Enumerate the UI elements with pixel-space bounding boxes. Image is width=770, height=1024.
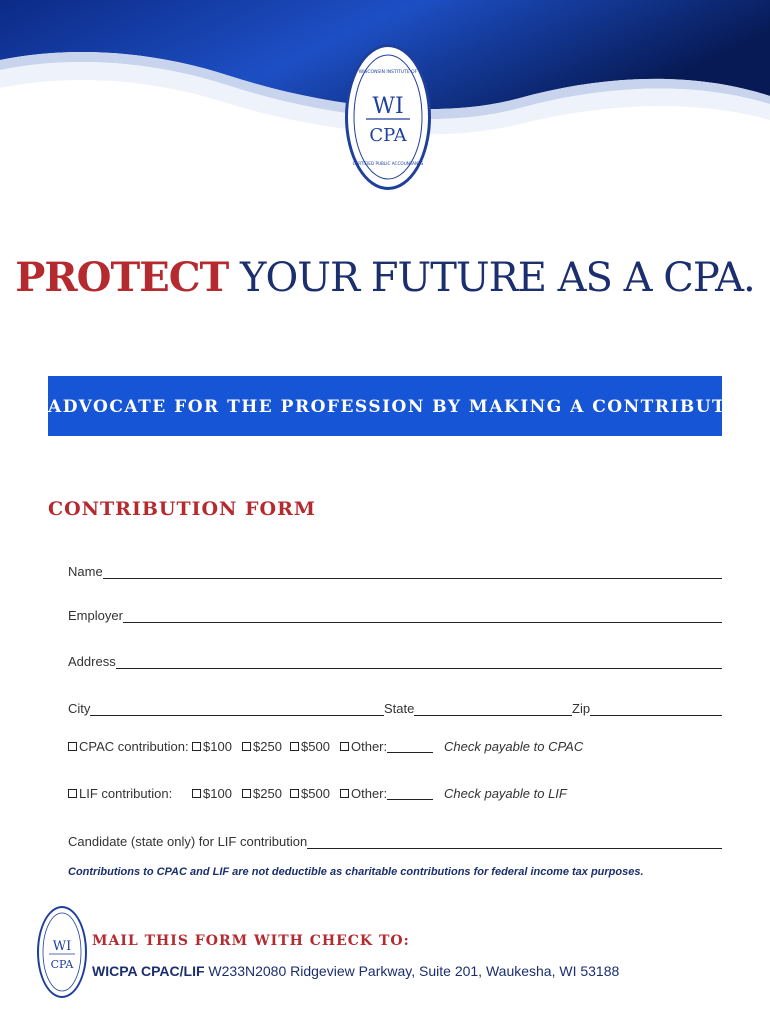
advocate-banner: ADVOCATE FOR THE PROFESSION BY MAKING A CONTRIBUTION [48,376,722,436]
headline-rest: YOUR FUTURE AS A CPA. [240,255,755,301]
name-field[interactable] [68,559,722,579]
cpac-500-label: $500 [301,739,330,754]
candidate-label: Candidate (state only) for LIF contribution [68,834,308,849]
state-field[interactable] [384,696,572,716]
svg-text:WI: WI [52,939,72,954]
cpac-checkbox[interactable] [68,742,77,751]
svg-text:CERTIFIED PUBLIC ACCOUNTANTS: CERTIFIED PUBLIC ACCOUNTANTS [352,161,424,166]
mail-street-address: W233N2080 Ridgeview Parkway, Suite 201, Waukesha, WI 53188 [208,963,620,979]
cpac-contribution-row [68,739,583,754]
cpac-100-label: $100 [203,739,232,754]
lif-250-checkbox[interactable] [242,789,251,798]
lif-checkbox[interactable] [68,789,77,798]
name-input-line[interactable] [103,564,722,579]
cpac-payable-note: Check payable to CPAC [444,739,584,754]
state-label: State [384,701,415,716]
mail-org: WICPA CPAC/LIF [92,963,205,979]
employer-label: Employer [68,608,123,623]
state-input-line[interactable] [414,701,572,716]
candidate-field[interactable] [68,829,722,849]
lif-other-input-line[interactable] [387,787,433,800]
city-input-line[interactable] [90,701,384,716]
seal-cpa-text: CPA [369,125,407,146]
page-headline [0,254,770,302]
cpac-label: CPAC contribution: [79,739,189,754]
lif-100-checkbox[interactable] [192,789,201,798]
lif-other-checkbox[interactable] [340,789,349,798]
lif-payable-note: Check payable to LIF [444,786,567,801]
name-label: Name [68,564,103,579]
address-label: Address [68,654,116,669]
mail-address [92,963,619,979]
cpac-250-checkbox[interactable] [242,742,251,751]
cpac-100-checkbox[interactable] [192,742,201,751]
cpac-other-checkbox[interactable] [340,742,349,751]
seal-wi-text: WI [372,94,404,119]
cpac-500-checkbox[interactable] [290,742,299,751]
wicpa-seal-logo [345,44,431,190]
lif-100-label: $100 [203,786,232,801]
zip-input-line[interactable] [590,701,722,716]
lif-other-label: Other: [351,786,388,801]
lif-250-label: $250 [253,786,282,801]
tax-disclaimer: Contributions to CPAC and LIF are not deductible as charitable contributions for federal income tax purposes. [68,866,644,878]
employer-input-line[interactable] [123,608,722,623]
address-input-line[interactable] [116,654,722,669]
candidate-input-line[interactable] [307,834,722,849]
city-label: City [68,701,91,716]
lif-contribution-row [68,786,567,801]
employer-field[interactable] [68,603,722,623]
form-title: CONTRIBUTION FORM [48,498,316,520]
svg-text:WISCONSIN INSTITUTE OF: WISCONSIN INSTITUTE OF [358,70,418,75]
cpac-250-label: $250 [253,739,282,754]
wicpa-small-seal-logo [37,906,87,998]
lif-500-checkbox[interactable] [290,789,299,798]
address-field[interactable] [68,649,722,669]
svg-text:CPA: CPA [50,958,74,971]
cpac-other-label: Other: [351,739,388,754]
lif-500-label: $500 [301,786,330,801]
zip-label: Zip [572,701,591,716]
city-field[interactable] [68,696,384,716]
cpac-other-input-line[interactable] [387,740,433,753]
headline-emphasis: PROTECT [15,254,229,301]
zip-field[interactable] [572,696,722,716]
lif-label: LIF contribution: [79,786,173,801]
mail-title: MAIL THIS FORM WITH CHECK TO: [92,933,410,949]
